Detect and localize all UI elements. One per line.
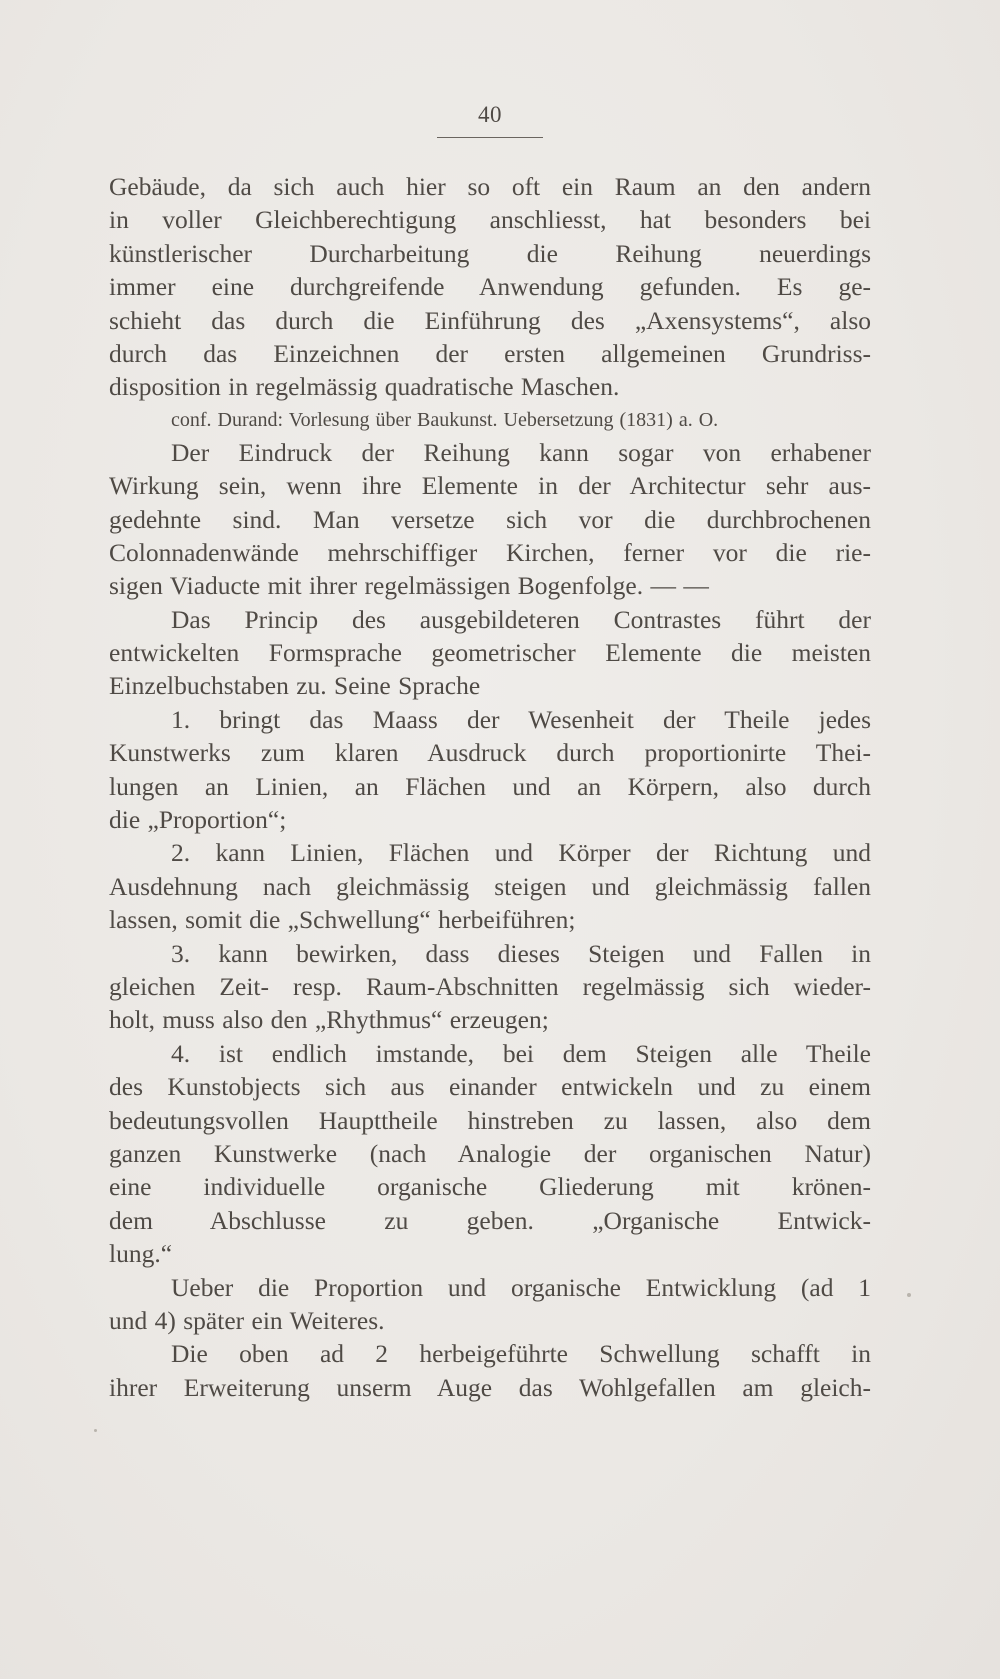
text-line: immer eine durchgreifende Anwendung gefunden. Es ge- (109, 272, 871, 302)
list-item-line: 1. bringt das Maass der Wesenheit der Theile jedes (171, 704, 871, 734)
text-line: Gebäude, da sich auch hier so oft ein Raum an den andern (109, 172, 871, 201)
list-item-line: holt, muss also den „Rhythmus“ erzeugen; (109, 1005, 549, 1035)
text-line: künstlerischer Durcharbeitung die Reihung neuerdings (109, 238, 871, 268)
text-line: Colonnadenwände mehrschiffiger Kirchen, ferner vor die rie- (109, 537, 871, 567)
text-line: Einzelbuchstaben zu. Seine Sprache (109, 671, 481, 701)
list-item-line: 4. ist endlich imstande, bei dem Steigen alle Theile (171, 1038, 871, 1068)
body-text (109, 170, 871, 1404)
list-item-line: lungen an Linien, an Flächen und an Körpern, also durch (109, 771, 871, 801)
list-item-line: 3. kann bewirken, dass dieses Steigen und Fallen in (171, 938, 871, 968)
text-line: und 4) später ein Weiteres. (109, 1305, 385, 1335)
text-line: in voller Gleichberechtigung anschliesst, hat besonders bei (109, 205, 871, 235)
list-item-line: Ausdehnung nach gleichmässig steigen und gleichmässig fallen (109, 871, 871, 901)
list-item-line: gleichen Zeit- resp. Raum-Abschnitten regelmässig sich wieder- (109, 971, 871, 1001)
text-line: schieht das durch die Einführung des „Axensystems“, also (109, 305, 871, 335)
text-line: entwickelten Formsprache geometrischer Elemente die meisten (109, 638, 871, 668)
text-line: Ueber die Proportion und organische Entwicklung (ad 1 (171, 1272, 871, 1302)
list-item-line: dem Abschlusse zu geben. „Organische Entwick- (109, 1205, 871, 1235)
header-rule (437, 137, 543, 138)
text-line: Die oben ad 2 herbeigeführte Schwellung schafft in (171, 1339, 871, 1369)
text-line: sigen Viaducte mit ihrer regelmässigen Bogenfolge. — — (109, 571, 709, 601)
text-line: gedehnte sind. Man versetze sich vor die durchbrochenen (109, 504, 871, 534)
reference-note: conf. Durand: Vorlesung über Baukunst. Uebersetzung (1831) a. O. (171, 408, 719, 431)
list-item-line: bedeutungsvollen Haupttheile hinstreben zu lassen, also dem (109, 1105, 871, 1135)
list-item-line: eine individuelle organische Gliederung mit krönen- (109, 1172, 871, 1202)
list-item-line: die „Proportion“; (109, 805, 287, 835)
list-item-line: Kunstwerks zum klaren Ausdruck durch proportionirte Thei- (109, 738, 871, 768)
text-line: Das Princip des ausgebildeteren Contrastes führt der (171, 604, 871, 634)
paper-speck (94, 1429, 97, 1432)
page-number: 40 (478, 102, 502, 127)
list-item-line: lung.“ (109, 1239, 173, 1269)
list-item-line: ganzen Kunstwerke (nach Analogie der organischen Natur) (109, 1138, 871, 1168)
list-item-line: lassen, somit die „Schwellung“ herbeiführen; (109, 905, 576, 935)
text-line: Wirkung sein, wenn ihre Elemente in der Architectur sehr aus- (109, 471, 871, 501)
text-line: disposition in regelmässig quadratische Maschen. (109, 372, 620, 402)
text-line: durch das Einzeichnen der ersten allgemeinen Grundriss- (109, 338, 871, 368)
list-item-line: des Kunstobjects sich aus einander entwickeln und zu einem (109, 1072, 871, 1102)
list-item-line: 2. kann Linien, Flächen und Körper der Richtung und (171, 838, 871, 868)
text-line: ihrer Erweiterung unserm Auge das Wohlgefallen am gleich- (109, 1372, 871, 1402)
paper-speck (907, 1293, 911, 1297)
text-line: Der Eindruck der Reihung kann sogar von erhabener (171, 437, 871, 467)
